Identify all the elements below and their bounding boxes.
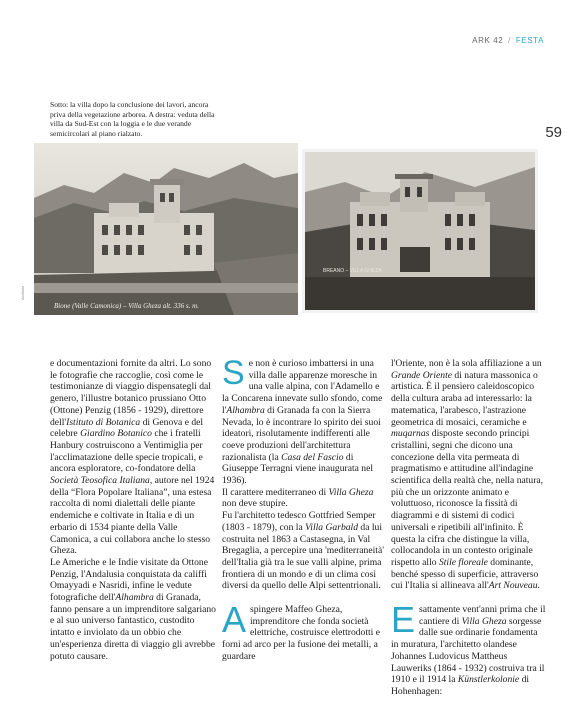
paragraph: Fu l'architetto tedesco Gottfried Semper (1803 - 1879), con la Villa Garbald da lui costruita nel 1863 a Castasegna, in Val Bregaglia, a percepire una 'mediterraneità' dell'Italia già tra le sue valli alpine, prima frontiera di un mondo e di un clima così diversi da quello delle Alpi settentrionali. [222,510,384,592]
drop-cap: S [222,354,245,392]
running-header [472,36,544,45]
magazine-name: ARK 42 [472,36,504,45]
villa-southeast-image [305,152,535,310]
paragraph: e documentazioni fornite da altri. Lo sono le fotografie che raccoglie, così come le testimonianze di viaggio dispensategli dal genero, l'illustre botanico prussiano Otto (Ottone) Penzig (1856 - 1929), direttore dell'Istituto di Botanica di Genova e del celebre Giardino Botanico che i fratelli Hanbury costruiscono a Ventimiglia per l'acclimatazione delle specie tropicali, e ancora esploratore, co-fondatore della Società Teosofica Italiana, autore nel 1924 della “Flora Popolare Italiana”, una estesa raccolta di nomi dialettali delle piante endemiche e coltivate in Italia e di un erbario di 1534 piante della Valle Camonica, a cui collabora anche lo stesso Gheza. [50,358,215,557]
header-separator: / [508,36,511,45]
paragraph: Il carattere mediterraneo di Villa Gheza non deve stupire. [222,486,374,510]
photo-inscription: BREANO – VILLA GHEZA [323,268,382,274]
paragraph: Se non è curioso imbattersi in una villa dalle apparenze moresche in una valle alpina, con l'Adamello e la Concarena innevate sullo sfondo, come l'Alhambra di Granada fa con la Sierra Nevada, lo è incontrare lo spirito dei suoi ideatori, risolutamente indifferenti alle coeve produzioni dell'architettura razionalista (la Casa del Fascio di Giuseppe Terragni viene inaugurata nel 1936). [222,354,383,487]
section-name: FESTA [515,36,544,45]
drop-cap: E [391,599,416,641]
postcard-inscription: Bione (Valle Camonica) – Villa Gheza alt. 336 s. m. [54,302,199,310]
paragraph: Le Americhe e le Indie visitate da Ottone Penzig, l'Andalusia conquistata da califfi Omayyadi e Nasridi, infine le vedute fotografiche dell'Alhambra di Granada, fanno pensare a un imprenditore salgariano e al suo universo fantastico, custodito intatto e inviolato da un obbio che un'esperienza diretta di viaggio gli avrebbe potuto causare. [50,556,216,662]
photo-caption: Sotto: la villa dopo la conclusione dei lavori, ancora priva della vegetazione arborea. A destra: veduta della villa da Sud-Est con la loggia e le due verande semicircolari al piano rialzato. [50,100,215,138]
photo-credit: Archivio [20,285,25,300]
photo-villa-after-construction [34,143,298,315]
page-number: 59 [545,124,562,141]
paragraph: Aspingere Maffeo Gheza, imprenditore che fonda società elettriche, costruisce elettrodotti e forni ad arco per la fusione dei metalli, a guardare [222,599,381,662]
drop-cap: A [222,599,247,641]
text-column-3 [391,358,546,698]
paragraph: Esattamente vent'anni prima che il cantiere di Villa Gheza sorgesse dalle sue ordinarie fondamenta in muratura, l'architetto olandese Johannes Ludovicus Mattheus Lauweriks (1864 - 1932) costruiva tra il 1910 e il 1914 la Künstlerkolonie di Hohenhagen: [391,599,546,697]
photo-villa-south-east-view [302,149,538,313]
villa-postcard-image [34,143,298,315]
text-column-1 [50,358,220,662]
paragraph: l'Oriente, non è la sola affiliazione a un Grande Oriente di natura massonica o artistica. È il pensiero caleidoscopico della cultura araba ad interessarlo: la matematica, l'arabesco, l'astrazione geometrica di mosaici, ceramiche e muqarnas disposte secondo principi cristallini, segni che dicono una concezione della vita permeata di pragmatismo e attitudine all'indagine scientifica della realtà che, nella natura, più che un orizzonte animato e voluttuoso, riconosce la fissità di diagrammi e di sistemi di codici universali e ripetibili all'infinito. È questa la cifra che distingue la villa, collocandola in un contesto originale rispetto allo Stile floreale dominante, benché spesso di superficie, attraverso cui l'Italia si allineava all'Art Nouveau. [391,358,544,592]
text-column-2 [222,354,384,663]
